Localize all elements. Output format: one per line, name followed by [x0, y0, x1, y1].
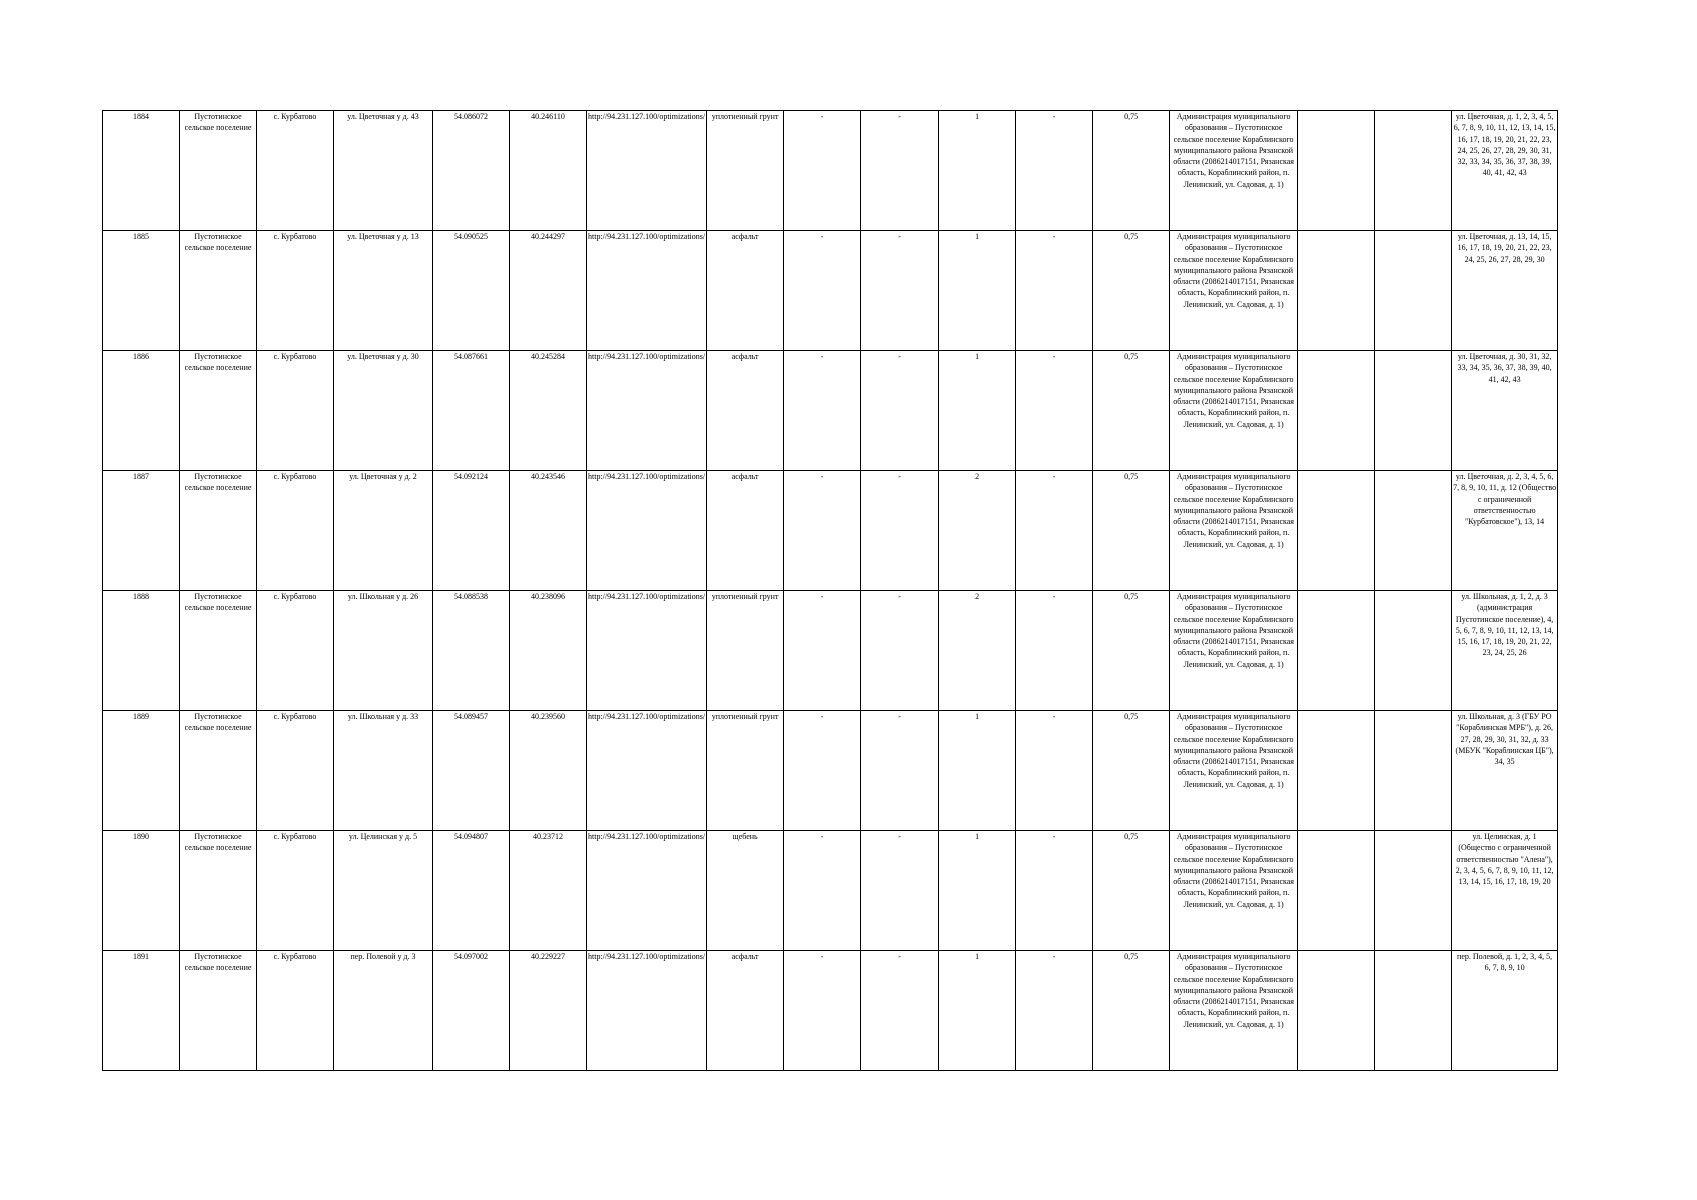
cell-served-addresses: ул. Цветочная, д. 13, 14, 15, 16, 17, 18, 19, 20, 21, 22, 23, 24, 25, 26, 27, 28, 29, 30 [1452, 231, 1558, 351]
cell-surface: асфальт [707, 471, 784, 591]
cell-latitude: 54.089457 [433, 711, 510, 831]
cell-address: ул. Цветочная у д. 43 [334, 111, 433, 231]
cell-volume: 0,75 [1093, 471, 1170, 591]
cell-col12: - [1016, 951, 1093, 1071]
cell-map-link[interactable]: http://94.231.127.100/optimizations/ [587, 111, 707, 231]
cell-volume: 0,75 [1093, 231, 1170, 351]
cell-address: ул. Цветочная у д. 30 [334, 351, 433, 471]
cell-address: ул. Цветочная у д. 13 [334, 231, 433, 351]
cell-col9: - [784, 591, 861, 711]
cell-latitude: 54.097002 [433, 951, 510, 1071]
cell-served-addresses: ул. Целинская, д. 1 (Общество с ограниченной ответственностью "Алена"), 2, 3, 4, 5, 6, 7, 8, 9, 10, 11, 12, 13, 14, 15, 16, 17, 18, 19, 20 [1452, 831, 1558, 951]
cell-address: пер. Полевой у д. 3 [334, 951, 433, 1071]
cell-latitude: 54.086072 [433, 111, 510, 231]
cell-locality: с. Курбатово [257, 231, 334, 351]
cell-owner: Администрация муниципального образования – Пустотинское сельское поселение Кораблинского муниципального района Рязанской области (2086214017151, Рязанская область, Кораблинский район, п. Ленинский, ул. Садовая, д. 1) [1170, 111, 1298, 231]
cell-surface: асфальт [707, 231, 784, 351]
cell-locality: с. Курбатово [257, 351, 334, 471]
cell-col9: - [784, 231, 861, 351]
cell-locality: с. Курбатово [257, 831, 334, 951]
cell-map-link[interactable]: http://94.231.127.100/optimizations/ [587, 591, 707, 711]
cell-volume: 0,75 [1093, 951, 1170, 1071]
cell-settlement: Пустотинское сельское поселение [180, 231, 257, 351]
cell-owner: Администрация муниципального образования – Пустотинское сельское поселение Кораблинского муниципального района Рязанской области (2086214017151, Рязанская область, Кораблинский район, п. Ленинский, ул. Садовая, д. 1) [1170, 711, 1298, 831]
cell-number: 1886 [103, 351, 180, 471]
cell-volume: 0,75 [1093, 591, 1170, 711]
cell-col16 [1375, 591, 1452, 711]
table-row [103, 831, 1558, 951]
cell-surface: уплотненный грунт [707, 591, 784, 711]
cell-volume: 0,75 [1093, 831, 1170, 951]
table-body [103, 111, 1558, 1071]
cell-locality: с. Курбатово [257, 111, 334, 231]
cell-col10: - [861, 711, 939, 831]
cell-longitude: 40.23712 [510, 831, 587, 951]
cell-served-addresses: ул. Цветочная, д. 30, 31, 32, 33, 34, 35, 36, 37, 38, 39, 40, 41, 42, 43 [1452, 351, 1558, 471]
table-row [103, 231, 1558, 351]
cell-number: 1888 [103, 591, 180, 711]
cell-surface: асфальт [707, 951, 784, 1071]
table-row [103, 471, 1558, 591]
cell-surface: уплотненный грунт [707, 711, 784, 831]
cell-col9: - [784, 471, 861, 591]
cell-served-addresses: пер. Полевой, д. 1, 2, 3, 4, 5, 6, 7, 8, 9, 10 [1452, 951, 1558, 1071]
cell-col10: - [861, 111, 939, 231]
cell-surface: асфальт [707, 351, 784, 471]
cell-owner: Администрация муниципального образования – Пустотинское сельское поселение Кораблинского муниципального района Рязанской области (2086214017151, Рязанская область, Кораблинский район, п. Ленинский, ул. Садовая, д. 1) [1170, 471, 1298, 591]
cell-number: 1889 [103, 711, 180, 831]
cell-owner: Администрация муниципального образования – Пустотинское сельское поселение Кораблинского муниципального района Рязанской области (2086214017151, Рязанская область, Кораблинский район, п. Ленинский, ул. Садовая, д. 1) [1170, 951, 1298, 1071]
cell-col16 [1375, 951, 1452, 1071]
cell-containers: 1 [939, 951, 1016, 1071]
cell-containers: 1 [939, 711, 1016, 831]
cell-longitude: 40.244297 [510, 231, 587, 351]
cell-containers: 1 [939, 831, 1016, 951]
cell-settlement: Пустотинское сельское поселение [180, 711, 257, 831]
cell-owner: Администрация муниципального образования – Пустотинское сельское поселение Кораблинского муниципального района Рязанской области (2086214017151, Рязанская область, Кораблинский район, п. Ленинский, ул. Садовая, д. 1) [1170, 351, 1298, 471]
cell-col12: - [1016, 351, 1093, 471]
cell-longitude: 40.239560 [510, 711, 587, 831]
cell-settlement: Пустотинское сельское поселение [180, 951, 257, 1071]
cell-owner: Администрация муниципального образования – Пустотинское сельское поселение Кораблинского муниципального района Рязанской области (2086214017151, Рязанская область, Кораблинский район, п. Ленинский, ул. Садовая, д. 1) [1170, 591, 1298, 711]
cell-locality: с. Курбатово [257, 711, 334, 831]
cell-col10: - [861, 351, 939, 471]
cell-col9: - [784, 951, 861, 1071]
cell-address: ул. Школьная у д. 26 [334, 591, 433, 711]
cell-served-addresses: ул. Школьная, д. 1, 2, д. 3 (администрация Пустотинское поселение), 4, 5, 6, 7, 8, 9, 10, 11, 12, 13, 14, 15, 16, 17, 18, 19, 20, 21, 22, 23, 24, 25, 26 [1452, 591, 1558, 711]
cell-col12: - [1016, 591, 1093, 711]
cell-number: 1887 [103, 471, 180, 591]
cell-settlement: Пустотинское сельское поселение [180, 591, 257, 711]
cell-longitude: 40.243546 [510, 471, 587, 591]
cell-col16 [1375, 231, 1452, 351]
cell-longitude: 40.229227 [510, 951, 587, 1071]
cell-latitude: 54.090525 [433, 231, 510, 351]
cell-col15 [1298, 711, 1375, 831]
cell-owner: Администрация муниципального образования – Пустотинское сельское поселение Кораблинского муниципального района Рязанской области (2086214017151, Рязанская область, Кораблинский район, п. Ленинский, ул. Садовая, д. 1) [1170, 831, 1298, 951]
cell-volume: 0,75 [1093, 351, 1170, 471]
cell-address: ул. Школьная у д. 33 [334, 711, 433, 831]
cell-settlement: Пустотинское сельское поселение [180, 111, 257, 231]
cell-longitude: 40.246110 [510, 111, 587, 231]
cell-col15 [1298, 231, 1375, 351]
cell-served-addresses: ул. Школьная, д. 3 (ГБУ РО "Кораблинская МРБ"), д. 26, 27, 28, 29, 30, 31, 32, д. 33 (МБУК "Кораблинская ЦБ"), 34, 35 [1452, 711, 1558, 831]
cell-surface: щебень [707, 831, 784, 951]
table-row [103, 351, 1558, 471]
cell-col12: - [1016, 831, 1093, 951]
cell-col12: - [1016, 471, 1093, 591]
registry-table [102, 110, 1558, 1071]
cell-address: ул. Целинская у д. 5 [334, 831, 433, 951]
cell-col10: - [861, 831, 939, 951]
cell-containers: 2 [939, 591, 1016, 711]
cell-locality: с. Курбатово [257, 471, 334, 591]
table-row [103, 711, 1558, 831]
cell-col15 [1298, 351, 1375, 471]
cell-latitude: 54.094807 [433, 831, 510, 951]
cell-address: ул. Цветочная у д. 2 [334, 471, 433, 591]
cell-col15 [1298, 831, 1375, 951]
cell-map-link[interactable]: http://94.231.127.100/optimizations/ [587, 471, 707, 591]
cell-col12: - [1016, 231, 1093, 351]
cell-containers: 1 [939, 351, 1016, 471]
cell-settlement: Пустотинское сельское поселение [180, 471, 257, 591]
cell-locality: с. Курбатово [257, 951, 334, 1071]
table-row [103, 591, 1558, 711]
cell-containers: 1 [939, 111, 1016, 231]
cell-col9: - [784, 831, 861, 951]
cell-number: 1891 [103, 951, 180, 1071]
cell-latitude: 54.092124 [433, 471, 510, 591]
cell-number: 1884 [103, 111, 180, 231]
cell-locality: с. Курбатово [257, 591, 334, 711]
cell-col16 [1375, 111, 1452, 231]
cell-col10: - [861, 231, 939, 351]
cell-col10: - [861, 471, 939, 591]
cell-col16 [1375, 351, 1452, 471]
cell-latitude: 54.088538 [433, 591, 510, 711]
cell-col16 [1375, 471, 1452, 591]
cell-map-link[interactable]: http://94.231.127.100/optimizations/ [587, 231, 707, 351]
cell-owner: Администрация муниципального образования – Пустотинское сельское поселение Кораблинского муниципального района Рязанской области (2086214017151, Рязанская область, Кораблинский район, п. Ленинский, ул. Садовая, д. 1) [1170, 231, 1298, 351]
cell-latitude: 54.087661 [433, 351, 510, 471]
cell-map-link[interactable]: http://94.231.127.100/optimizations/ [587, 951, 707, 1071]
cell-col9: - [784, 351, 861, 471]
cell-map-link[interactable]: http://94.231.127.100/optimizations/ [587, 711, 707, 831]
cell-col15 [1298, 111, 1375, 231]
cell-col15 [1298, 471, 1375, 591]
cell-col15 [1298, 591, 1375, 711]
cell-volume: 0,75 [1093, 111, 1170, 231]
table-row [103, 111, 1558, 231]
cell-col9: - [784, 711, 861, 831]
cell-surface: уплотненный грунт [707, 111, 784, 231]
cell-settlement: Пустотинское сельское поселение [180, 831, 257, 951]
cell-col16 [1375, 711, 1452, 831]
cell-settlement: Пустотинское сельское поселение [180, 351, 257, 471]
cell-containers: 2 [939, 471, 1016, 591]
cell-served-addresses: ул. Цветочная, д. 2, 3, 4, 5, 6, 7, 8, 9, 10, 11, д. 12 (Общество с ограниченной ответственностью "Курбатовское"), 13, 14 [1452, 471, 1558, 591]
cell-containers: 1 [939, 231, 1016, 351]
cell-col9: - [784, 111, 861, 231]
cell-map-link[interactable]: http://94.231.127.100/optimizations/ [587, 351, 707, 471]
cell-col10: - [861, 591, 939, 711]
cell-number: 1890 [103, 831, 180, 951]
cell-longitude: 40.245284 [510, 351, 587, 471]
table-row [103, 951, 1558, 1071]
cell-number: 1885 [103, 231, 180, 351]
cell-col12: - [1016, 711, 1093, 831]
cell-col15 [1298, 951, 1375, 1071]
cell-served-addresses: ул. Цветочная, д. 1, 2, 3, 4, 5, 6, 7, 8, 9, 10, 11, 12, 13, 14, 15, 16, 17, 18, 19, 20, 21, 22, 23, 24, 25, 26, 27, 28, 29, 30, 31, 32, 33, 34, 35, 36, 37, 38, 39, 40, 41, 42, 43 [1452, 111, 1558, 231]
cell-col16 [1375, 831, 1452, 951]
cell-col12: - [1016, 111, 1093, 231]
cell-longitude: 40.238096 [510, 591, 587, 711]
cell-volume: 0,75 [1093, 711, 1170, 831]
cell-col10: - [861, 951, 939, 1071]
cell-map-link[interactable]: http://94.231.127.100/optimizations/ [587, 831, 707, 951]
